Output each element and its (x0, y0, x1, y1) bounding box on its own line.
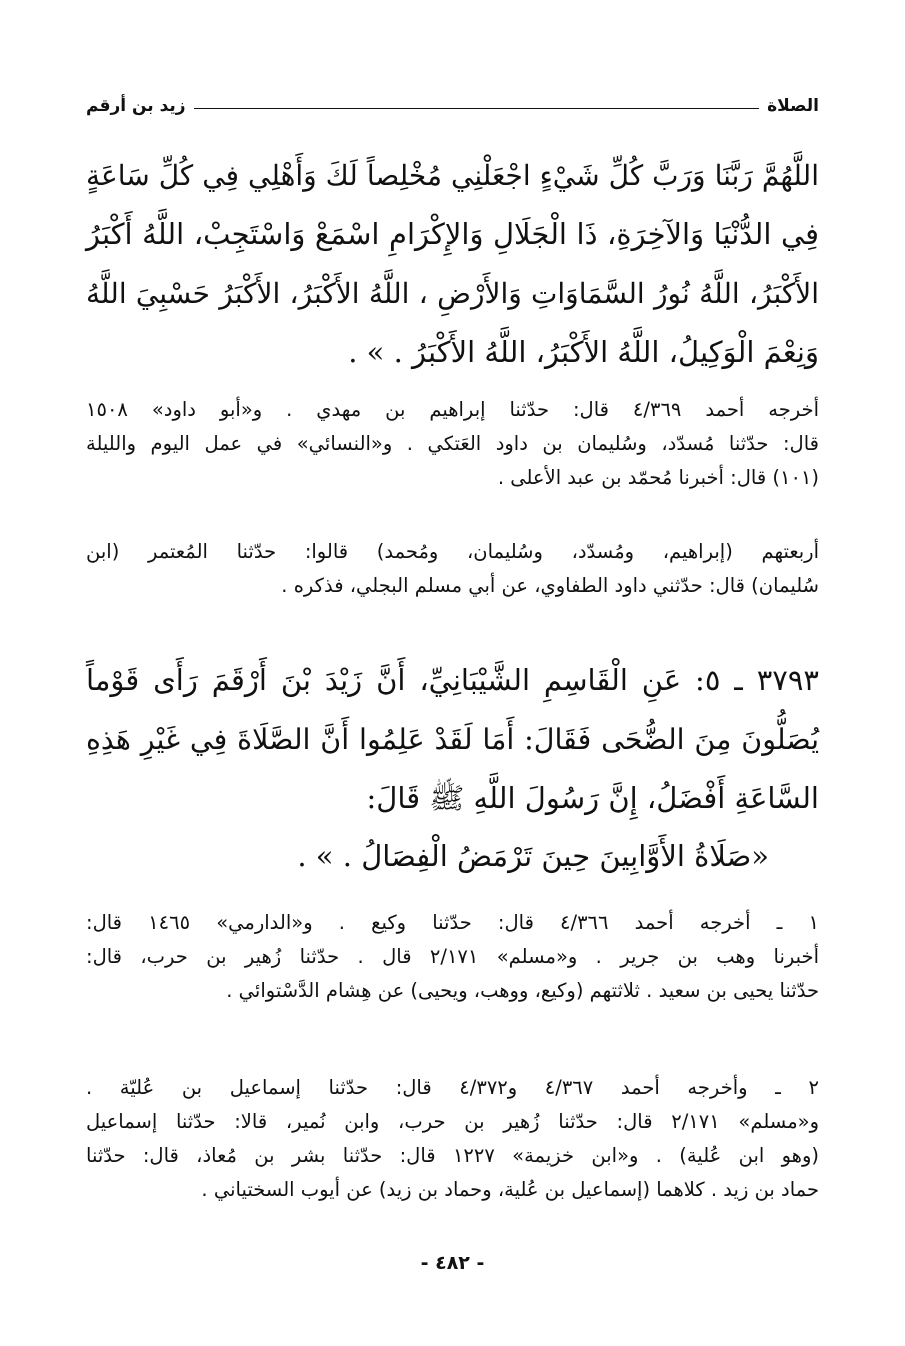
hadith-3793 (86, 651, 819, 828)
hadith-line: يُصَلُّونَ مِنَ الضُّحَى فَقَالَ: أَمَا لَقَدْ عَلِمُوا أَنَّ الصَّلَاةَ فِي غَيْرِ هَذِهِ (86, 723, 819, 756)
running-header (86, 88, 819, 116)
dua-line: فِي الدُّنْيَا وَالآخِرَةِ، ذَا الْجَلَالِ وَالإِكْرَامِ اسْمَعْ وَاسْتَجِبْ، اللَّهُ أَكْبَرُ (86, 217, 819, 251)
page-number: - ٤٨٢ - (420, 1252, 485, 1274)
dua-line: اللَّهُمَّ رَبَّنَا وَرَبَّ كُلِّ شَيْءٍ اجْعَلْنِي مُخْلِصاً لَكَ وَأَهْلِي فِي كُلِّ سَاعَةٍ (86, 159, 819, 192)
takhrij-line: و«مسلم» ٢/١٧١ قال: حدّثنا زُهير بن حرب، وابن نُمير، قالا: حدّثنا إسماعيل (86, 1110, 819, 1133)
takhrij-paragraph (86, 393, 819, 495)
hadith-quote (86, 827, 819, 886)
takhrij-line: (١٠١) قال: أخبرنا مُحمّد بن عبد الأعلى . (497, 466, 819, 489)
header-rule (194, 108, 760, 109)
takhrij-line: ٢ ـ وأخرجه أحمد ٤/٣٦٧ و٤/٣٧٢ قال: حدّثنا إسماعيل بن عُليّة . (86, 1076, 819, 1099)
takhrij-line: أخرجه أحمد ٤/٣٦٩ قال: حدّثنا إبراهيم بن مهدي . و«أبو داود» ١٥٠٨ (86, 398, 819, 421)
takhrij-paragraph (86, 535, 819, 603)
dua-continuation (86, 146, 819, 382)
takhrij-line: حماد بن زيد . كلاهما (إسماعيل بن عُلية، وحماد بن زيد) عن أيوب السختياني . (201, 1178, 819, 1201)
takhrij-line: سُليمان) قال: حدّثني داود الطفاوي، عن أبي مسلم البجلي، فذكره . (281, 574, 819, 597)
takhrij-line: أخبرنا وهب بن جرير . و«مسلم» ٢/١٧١ قال . حدّثنا زُهير بن حرب، قال: (86, 945, 819, 968)
takhrij-line: (وهو ابن عُلية) . و«ابن خزيمة» ١٢٢٧ قال: حدّثنا بشر بن مُعاذ، قال: حدّثنا (86, 1144, 819, 1167)
takhrij-line: أربعتهم (إبراهيم، ومُسدّد، وسُليمان، ومُحمد) قالوا: حدّثنا المُعتمر (ابن (86, 540, 819, 563)
hadith-line: ٣٧٩٣ ـ ٥: عَنِ الْقَاسِمِ الشَّيْبَانِيِّ، أَنَّ زَيْدَ بْنَ أَرْقَمَ رَأَى قَوْماً (86, 663, 819, 697)
takhrij-paragraph (86, 1071, 819, 1207)
dua-line: الأَكْبَرُ، اللَّهُ نُورُ السَّمَاوَاتِ وَالأَرْضِ ، اللَّهُ الأَكْبَرُ، الأَكْبَرُ حَسْبِيَ اللَّهُ (86, 277, 819, 310)
hadith-line: السَّاعَةِ أَفْضَلُ، إِنَّ رَسُولَ اللَّهِ ﷺ قَالَ: (366, 781, 819, 815)
takhrij-line: ١ ـ أخرجه أحمد ٤/٣٦٦ قال: حدّثنا وكيع . و«الدارمي» ١٤٦٥ قال: (86, 911, 819, 934)
header-section-title: الصلاة (767, 96, 819, 116)
hadith-quote-line: «صَلَاةُ الأَوَّابِينَ حِينَ تَرْمَضُ الْفِصَالُ . » . (297, 839, 769, 873)
header-companion-name: زيد بن أرقم (86, 96, 186, 116)
takhrij-paragraph (86, 906, 819, 1008)
takhrij-line: حدّثنا يحيى بن سعيد . ثلاثتهم (وكيع، ووهب، ويحيى) عن هِشام الدَّسْتوائي . (226, 979, 819, 1002)
dua-line: وَنِعْمَ الْوَكِيلُ، اللَّهُ الأَكْبَرُ، اللَّهُ الأَكْبَرُ . » . (348, 335, 819, 369)
takhrij-line: قال: حدّثنا مُسدّد، وسُليمان بن داود العَتكي . و«النسائي» في عمل اليوم والليلة (86, 432, 819, 455)
